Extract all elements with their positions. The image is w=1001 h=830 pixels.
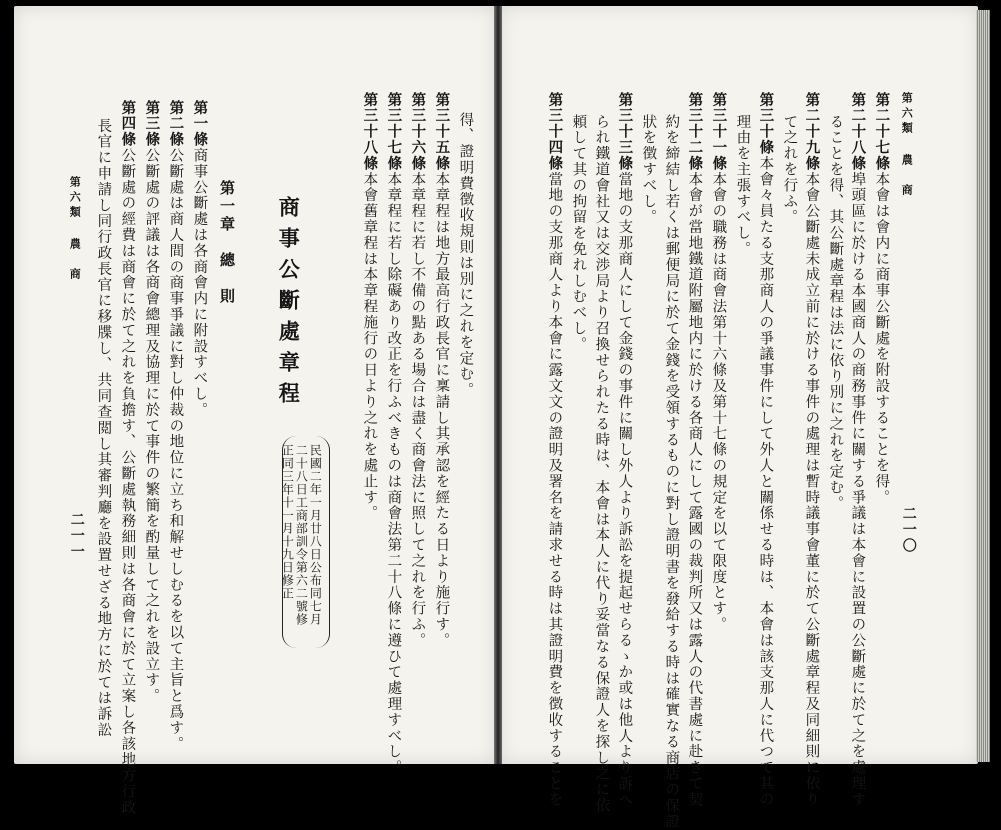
article-30-cont: 理由を主張すべし。 [734, 114, 751, 258]
article-4-cont: 長官に申請し同行政長官に移牒し、共同查閲し其審判廳を設置せざる地方に於ては訴訟 [95, 118, 112, 739]
article-2 [166, 100, 184, 752]
article-37 [384, 92, 402, 776]
article-32-cont: 狀を徴すべし。 [640, 114, 657, 226]
article-35 [432, 92, 450, 649]
article-text: 當地の支那商人にして金錢の事件に關し外人より訴訟を提起せらるゝか或は他人より訴へ [616, 171, 633, 808]
article-33 [615, 92, 633, 808]
article-label: 第二十九條 [803, 92, 821, 172]
article-label: 第三十二條 [686, 92, 704, 172]
article-text: 本會々員たる支那商人の爭議事件にして外人と關係せる時は、本會は該支那人に代つて其の [757, 155, 774, 808]
article-text: 當地の支那商人より本會に露文文の證明及署名を請求せる時は其證明費を徴收することを [546, 171, 563, 808]
left-page-footer-header: 第六類 農 商 [68, 176, 82, 283]
article-32 [685, 92, 703, 808]
article-27 [872, 92, 890, 505]
page-edges [976, 10, 990, 762]
article-label: 第三十三條 [616, 92, 634, 172]
article-label: 第二十八條 [849, 92, 867, 172]
article-label: 第三十八條 [361, 92, 379, 172]
article-label: 第二條 [167, 100, 185, 148]
article-38 [360, 92, 378, 521]
article-text: 本會が當地鐵道附屬地内に於ける各商人にして露國の裁判所又は露人の代書處に赴きて契 [686, 171, 703, 808]
article-28 [848, 92, 866, 808]
article-label: 第三條 [143, 100, 161, 148]
article-label: 第二十七條 [873, 92, 891, 172]
article-label: 第三十五條 [433, 92, 451, 172]
article-label: 第四條 [119, 100, 137, 148]
regulation-title: 商事公斷處章程 [276, 196, 302, 413]
article-label: 第三十一條 [710, 92, 728, 172]
article-28-cont: ることを得、其公斷處章程は法に依り別に之れを定む。 [827, 114, 844, 512]
book-gutter [494, 6, 502, 764]
article-1 [190, 100, 208, 418]
article-text: 公斷處は商人間の商事爭議に對し仲裁の地位に立ち和解せしむるを以て主旨と爲す。 [167, 147, 184, 752]
article-label: 第三十七條 [385, 92, 403, 172]
article-29-cont: て之れを行ふ。 [781, 114, 798, 226]
article-text: 本會舊章程は本章程施行の日より之れを處止す。 [361, 171, 378, 522]
right-page-number: 二一〇 [900, 506, 917, 554]
article-text: 本章程は地方最高行政長官に稟請し其承認を經たる日より施行す。 [433, 171, 450, 649]
article-32-cont: 約を締結し若くは郵便局に於て金錢を受領するものに對し證明書を發給する時は確實なる商店の保證 [663, 114, 680, 830]
article-31 [709, 92, 727, 633]
note-line: 民國二年一月廿八日公布同七月 [308, 444, 323, 626]
article-label: 第三十六條 [409, 92, 427, 172]
article-text: 本會公斷處未成立前に於ける事件の處理は暫時議事會董に於て公斷處章程及同細則に依り [803, 171, 820, 808]
note-line: 正同三年十一月十九日修正 [280, 444, 295, 600]
article-label: 第三十條 [757, 92, 775, 156]
article-3 [142, 100, 160, 704]
article-33-cont: 頼して其の拘留を免れしむべし。 [570, 114, 587, 353]
article-34-cont: 得、證明費徴收規則は別に之れを定む。 [457, 112, 474, 399]
right-page-header: 第六類 農 商 [900, 92, 914, 199]
article-text: 公斷處の經費は商會に於て之れを負擔す、公斷處執務細則は各商會に於て立案し各該地方行政 [119, 147, 136, 816]
left-page-number: 二一一 [68, 512, 85, 560]
article-33-cont: られ鐵道會社又は交渉局より召換せられたる時は、本會は本人に代り妥當なる保證人を探し之に依 [593, 114, 610, 814]
article-34 [545, 92, 563, 808]
note-line: 二十八日工商部訓令第六二號修 [294, 444, 309, 626]
article-text: 商事公斷處は各商會内に附設すべし。 [191, 147, 208, 419]
article-text: 本會は會内に商事公斷處を附設することを得。 [873, 171, 890, 506]
article-30 [756, 92, 774, 808]
article-4 [118, 100, 136, 816]
article-text: 本章程に若し除礙あり改正を行ふべきものは商會法第二十八條に遵ひて處理すべし。 [385, 171, 402, 776]
article-label: 第三十四條 [546, 92, 564, 172]
article-36 [408, 92, 426, 649]
chapter-heading: 第一章 總 則 [218, 180, 236, 306]
article-label: 第一條 [191, 100, 209, 148]
article-text: 本會の職務は商會法第十六條及第十七條の規定を以て限度とす。 [710, 171, 727, 633]
article-29 [802, 92, 820, 808]
article-text: 本章程に若し不備の點ある場合は盡く商會法に照して之れを行ふ。 [409, 171, 426, 649]
article-text: 埠頭區に於ける本國商人の商務事件に關する爭議は本會に設置の公斷處に於て之を處理す [849, 171, 866, 808]
article-text: 公斷處の評議は各商會總理及協理に於て事件の繁簡を酌量して之れを設立す。 [143, 147, 160, 705]
